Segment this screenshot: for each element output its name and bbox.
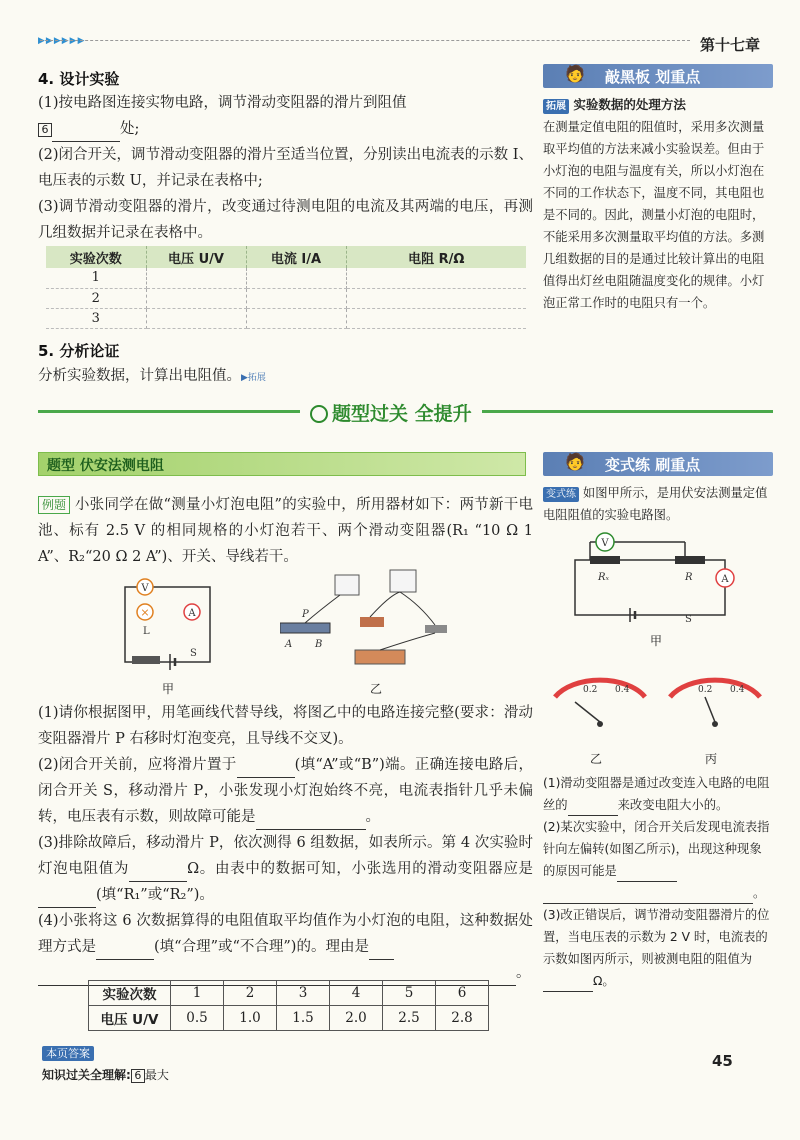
sidebar-box-1 <box>543 94 773 314</box>
section-4-title: 4. 设计实验 <box>38 70 120 88</box>
figure-label-right-c: 丙 <box>705 752 718 766</box>
step-1: (1)按电路图连接实物电路，调节滑动变阻器的滑片到阻值 6 处; <box>38 90 533 142</box>
variant-tag: 变式练 <box>543 487 579 502</box>
student-icon: 🧑 <box>565 452 585 471</box>
svg-text:A: A <box>285 639 293 650</box>
col-header: 电流 I/A <box>246 246 346 268</box>
apparatus-diagram-b <box>280 565 460 670</box>
blank-field[interactable] <box>129 866 187 882</box>
section-5-title: 5. 分析论证 <box>38 342 120 360</box>
svg-text:S: S <box>685 614 692 625</box>
table-row: 1 <box>46 268 526 288</box>
figure-label-right-b: 乙 <box>590 752 603 766</box>
table-row: 2 <box>46 288 526 308</box>
svg-text:L: L <box>143 626 150 637</box>
col-header: 电压 U/V <box>146 246 246 268</box>
header-divider <box>40 40 690 41</box>
sidebar-header-2: 🧑 变式练 刷重点 <box>543 452 773 476</box>
question-4: (4)小张将这 6 次数据算得的电阻值取平均值作为小灯泡的电阻，这种数据处理方式是 (填“合理”或“不合理”)的。理由是 。 <box>38 908 533 986</box>
blank-field[interactable] <box>543 888 753 904</box>
figure-label-right-a: 甲 <box>650 634 663 648</box>
blank-field[interactable] <box>256 814 366 830</box>
table-row: 3 <box>46 308 526 328</box>
svg-text:0.2: 0.2 <box>698 685 713 695</box>
header-arrows: ▶▶▶▶▶▶ <box>38 36 86 46</box>
step-2: (2)闭合开关，调节滑动变阻器的滑片至适当位置，分别读出电流表的示数 I、电压表的示数 U，并记录在表格中; <box>38 147 533 189</box>
sidebar-subtitle: 拓展 实验数据的处理方法 <box>543 94 773 116</box>
sidebar-box-2-intro: 变式练 如图甲所示，是用伏安法测量定值电阻阻值的实验电路图。 <box>543 486 768 522</box>
data-table-2 <box>88 980 489 1031</box>
col-header: 实验次数 <box>46 246 146 268</box>
figure-label-a: 甲 <box>162 682 175 696</box>
blank-field[interactable] <box>237 762 295 778</box>
sidebar-box-2-questions <box>543 772 773 992</box>
svg-text:R: R <box>685 572 693 583</box>
answer-tag: 本页答案 <box>42 1046 94 1061</box>
step-3: (3)调节滑动变阻器的滑片，改变通过待测电阻的电流及其两端的电压，再测几组数据并记录在表格中。 <box>38 199 533 241</box>
svg-text:0.4: 0.4 <box>730 685 745 695</box>
topic-bar <box>38 452 526 476</box>
svg-text:V: V <box>141 583 149 594</box>
svg-text:S: S <box>190 648 197 659</box>
svg-text:0.2: 0.2 <box>583 685 598 695</box>
chapter-title: 第十七章 <box>700 36 761 54</box>
sidebar-text: 在测量定值电阻的阻值时，采用多次测量取平均值的方法来减小实验误差。但由于小灯泡的电阻与温度有关，所以小灯泡在不同的工作状态下，温度不同，其电阻也是不同的。因此，测量小灯泡的电阻时，不能采用多次测量取平均值的方法。多测几组数据的目的是通过比较计算出的电阻值得出灯丝电阻随温度变化的规律。小灯泡正常工作时的电阻只有一个。 <box>543 120 765 310</box>
blank-field[interactable] <box>568 800 618 816</box>
example-intro: 例题 小张同学在做“测量小灯泡电阻”的实验中，所用器材如下：两节新干电池、标有 2.5 V 的相同规格的小灯泡若干、两个滑动变阻器(R₁ “10 Ω 1 A”、R₂“20 Ω 2 A”)、开关、导线若干。 <box>38 497 534 565</box>
blank-field[interactable] <box>543 976 593 992</box>
section-4-body <box>38 90 533 246</box>
blank-field[interactable] <box>38 892 96 908</box>
svg-text:A: A <box>188 608 196 619</box>
circuit-diagram-right <box>565 530 750 625</box>
question-2: (2)闭合开关前，应将滑片置于 (填“A”或“B”)端。正确连接电路后，闭合开关 S，移动滑片 P，小张发现小灯泡始终不亮，电流表指针几乎未偏转，电压表有示数，则故障可能是 。 <box>38 752 533 830</box>
col-header: 电阻 R/Ω <box>346 246 526 268</box>
variant-question-2: (2)某次实验中，闭合开关后发现电流表指针向左偏转(如图乙所示)，出现这种现象的原因可能是 。 <box>543 816 773 904</box>
data-table-1 <box>46 246 526 329</box>
banner-title: 题型过关 全提升 <box>300 399 482 426</box>
answer-box: 6 <box>38 123 52 137</box>
ammeter-dials <box>545 662 770 742</box>
svg-text:P: P <box>302 609 309 620</box>
page-answers: 知识过关全理解: 6 最大 <box>42 1068 169 1082</box>
blank-field[interactable] <box>52 126 120 142</box>
blank-field[interactable] <box>617 866 677 882</box>
svg-text:×: × <box>140 606 150 619</box>
question-1: (1)请你根据图甲，用笔画线代替导线，将图乙中的电路连接完整(要求：滑动变阻器滑片 P 右移时灯泡变亮，且导线不交叉)。 <box>38 705 533 747</box>
variant-question-1: (1)滑动变阻器是通过改变连入电路的电阻丝的 来改变电阻大小的。 <box>543 772 773 816</box>
figure-label-b: 乙 <box>370 682 383 696</box>
table-row: 实验次数 1 2 3 4 5 6 <box>89 981 489 1006</box>
banner-icon <box>310 405 328 423</box>
teacher-icon: 🧑 <box>565 64 585 83</box>
blank-field[interactable] <box>369 944 394 960</box>
svg-text:B: B <box>315 639 323 650</box>
expand-tag: 拓展 <box>543 99 569 114</box>
svg-text:0.4: 0.4 <box>615 685 630 695</box>
example-questions <box>38 700 533 986</box>
topic-label: 题型 伏安法测电阻 <box>47 458 164 474</box>
svg-text:A: A <box>721 574 729 585</box>
svg-text:Rₓ: Rₓ <box>598 572 610 583</box>
expand-link[interactable]: ▶拓展 <box>241 373 266 383</box>
circuit-diagram-a <box>110 572 230 682</box>
blank-field[interactable] <box>96 944 154 960</box>
example-tag: 例题 <box>38 496 70 514</box>
question-3: (3)排除故障后，移动滑片 P，依次测得 6 组数据，如表所示。第 4 次实验时灯泡电阻值为 Ω。由表中的数据可知，小张选用的滑动变阻器应是(填“R₁”或“R₂”)。 <box>38 830 533 908</box>
section-5-body: 分析实验数据，计算出电阻值。▶拓展 <box>38 368 266 384</box>
page-number: 45 <box>712 1052 733 1070</box>
sidebar-header-1: 🧑 敲黑板 划重点 <box>543 64 773 88</box>
svg-text:V: V <box>601 538 609 549</box>
variant-question-3: (3)改正错误后，调节滑动变阻器滑片的位置，当电压表的示数为 2 V 时，电流表的示数如图丙所示，则被测电阻的阻值为Ω。 <box>543 904 773 992</box>
table-row: 电压 U/V 0.5 1.0 1.5 2.0 2.5 2.8 <box>89 1006 489 1031</box>
